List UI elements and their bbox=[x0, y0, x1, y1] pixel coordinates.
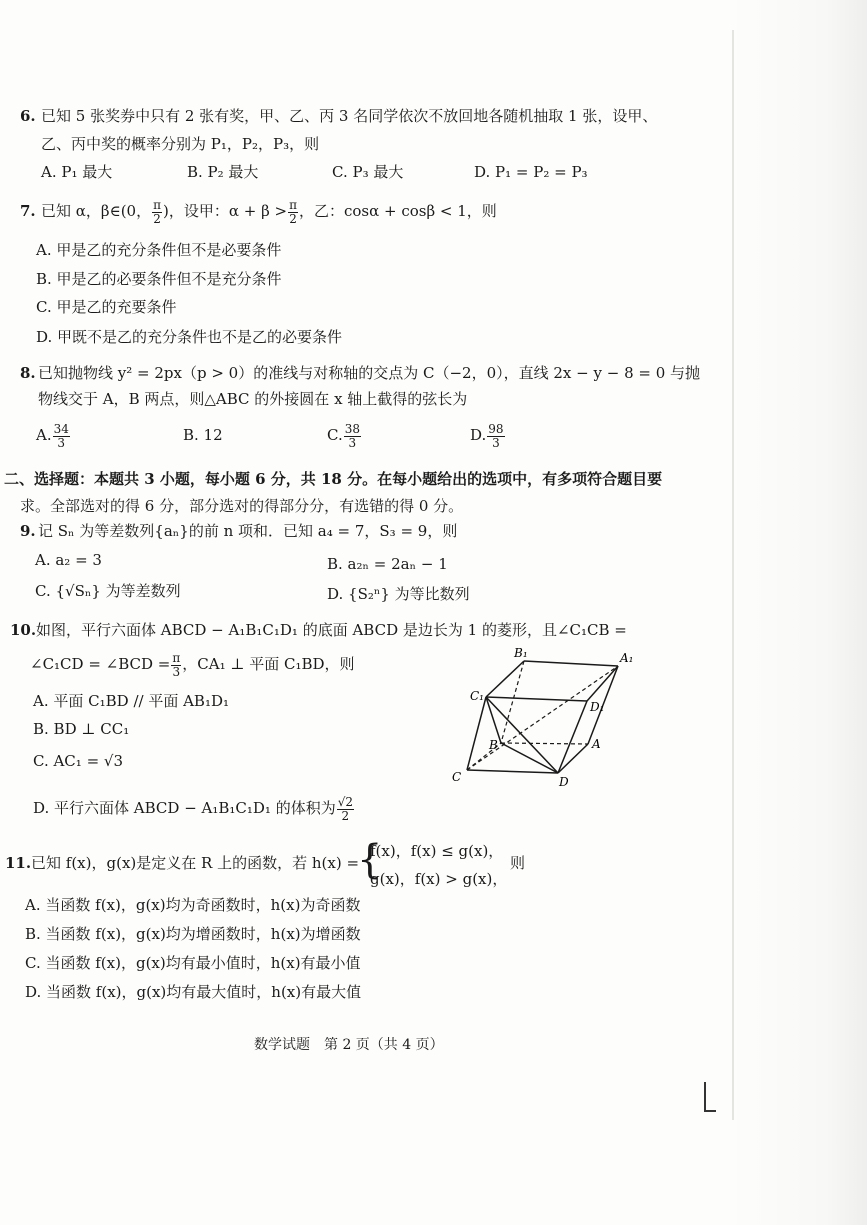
q6-option-c: C. P₃ 最大 bbox=[332, 163, 404, 181]
q10-stem-line1: 如图，平行六面体 ABCD − A₁B₁C₁D₁ 的底面 ABCD 是边长为 1 的菱形，且∠C₁CB = bbox=[36, 621, 627, 639]
q8-number: 8. bbox=[20, 364, 36, 382]
vertex-label-c1: C₁ bbox=[470, 689, 484, 703]
edge-b-d bbox=[501, 743, 558, 773]
q7-interval-open: (0， bbox=[120, 202, 152, 220]
vertex-label-a1: A₁ bbox=[620, 651, 634, 665]
q7-pi-over-2-b bbox=[288, 199, 298, 226]
q11-case-1: f(x)，f(x) ≤ g(x)， bbox=[370, 842, 504, 860]
q8-stem-line2: 物线交于 A，B 两点，则△ABC 的外接圆在 x 轴上截得的弦长为 bbox=[38, 390, 468, 408]
q9-option-b: B. a₂ₙ = 2aₙ − 1 bbox=[327, 555, 448, 573]
q6-option-d: D. P₁ = P₂ = P₃ bbox=[474, 163, 588, 181]
q8-option-d bbox=[470, 418, 506, 452]
q7-two: 2 bbox=[153, 211, 161, 226]
q8-option-a-label: A. bbox=[36, 426, 52, 444]
q11-case-2: g(x)，f(x) > g(x)， bbox=[370, 870, 508, 888]
q11-option-c: C. 当函数 f(x)，g(x)均有最小值时，h(x)有最小值 bbox=[25, 954, 361, 972]
section2-heading-line2: 求。全部选对的得 6 分，部分选对的得部分分，有选错的得 0 分。 bbox=[20, 497, 464, 515]
q10-stem-line2 bbox=[30, 647, 355, 681]
q8-option-d-label: D. bbox=[470, 426, 487, 444]
page-fold-line bbox=[732, 30, 734, 1120]
q9-option-a: A. a₂ = 3 bbox=[35, 551, 102, 569]
q10-option-a: A. 平面 C₁BD // 平面 AB₁D₁ bbox=[33, 692, 229, 710]
q7-interval-close: ) bbox=[162, 202, 169, 220]
q10-option-d-fraction bbox=[337, 796, 354, 823]
edge-b1-c1 bbox=[486, 661, 524, 697]
edge-c1-c bbox=[467, 697, 486, 770]
q7-two-b: 2 bbox=[289, 211, 297, 226]
edge-c1-d bbox=[486, 697, 558, 773]
q8-option-c-fraction bbox=[344, 423, 361, 450]
vertex-label-d1: D₁ bbox=[590, 700, 605, 714]
edge-a1-d1 bbox=[587, 666, 618, 701]
q9-number: 9. bbox=[20, 522, 36, 540]
q8-c-denominator: 3 bbox=[348, 435, 357, 450]
section2-heading-line1: 二、选择题：本题共 3 小题，每小题 6 分，共 18 分。在每小题给出的选项中，有多项符合题目要 bbox=[4, 470, 663, 488]
q7-number: 7. bbox=[20, 202, 36, 220]
q8-option-a bbox=[36, 418, 71, 452]
q7-pi-b: π bbox=[289, 197, 297, 212]
q8-option-d-fraction bbox=[487, 423, 504, 450]
q9-option-d: D. {S₂ⁿ} 为等比数列 bbox=[327, 585, 470, 603]
q8-a-numerator: 34 bbox=[53, 421, 69, 436]
q7-option-b: B. 甲是乙的必要条件但不是充分条件 bbox=[36, 270, 282, 288]
vertex-label-d: D bbox=[559, 775, 569, 789]
q11-option-b: B. 当函数 f(x)，g(x)均为增函数时，h(x)为增函数 bbox=[25, 925, 361, 943]
q10-d-denominator: 2 bbox=[341, 808, 350, 823]
q10-stem-line2-b: ，CA₁ ⊥ 平面 C₁BD，则 bbox=[182, 655, 355, 673]
corner-crop-mark bbox=[704, 1082, 706, 1112]
q11-option-d: D. 当函数 f(x)，g(x)均有最大值时，h(x)有最大值 bbox=[25, 983, 362, 1001]
q11-number: 11. bbox=[5, 854, 32, 872]
q10-pi-over-3 bbox=[171, 652, 181, 679]
corner-crop-mark-base bbox=[704, 1110, 716, 1112]
q6-number: 6. bbox=[20, 107, 36, 125]
q8-option-a-fraction bbox=[53, 423, 70, 450]
q10-d-numerator: √2 bbox=[337, 794, 353, 809]
vertex-label-c: C bbox=[452, 770, 462, 784]
q10-option-c: C. AC₁ = √3 bbox=[33, 752, 124, 770]
q8-a-denominator: 3 bbox=[57, 435, 66, 450]
q10-option-b: B. BD ⊥ CC₁ bbox=[33, 720, 130, 738]
piecewise-brace: { bbox=[357, 837, 383, 883]
q7-option-d: D. 甲既不是乙的充分条件也不是乙的必要条件 bbox=[36, 328, 343, 346]
q6-stem-line2: 乙、丙中奖的概率分别为 P₁，P₂，P₃，则 bbox=[41, 135, 320, 153]
q7-pi-over-2 bbox=[152, 199, 162, 226]
q6-stem-line1: 已知 5 张奖券中只有 2 张有奖，甲、乙、丙 3 名同学依次不放回地各随机抽取 1 张，设甲、 bbox=[41, 107, 658, 125]
q10-stem-line2-a: ∠C₁CD = ∠BCD = bbox=[30, 655, 171, 673]
q6-option-a: A. P₁ 最大 bbox=[41, 163, 113, 181]
edge-b1-a1 bbox=[524, 661, 618, 666]
q7-option-a: A. 甲是乙的充分条件但不是必要条件 bbox=[36, 241, 282, 259]
q8-option-b: B. 12 bbox=[183, 426, 223, 444]
q10-number: 10. bbox=[10, 621, 37, 639]
q7-stem bbox=[41, 194, 497, 228]
q8-option-c bbox=[327, 418, 362, 452]
q7-pi: π bbox=[153, 197, 161, 212]
vertex-label-b: B bbox=[489, 738, 498, 752]
q8-stem-line1: 已知抛物线 y² = 2px（p > 0）的准线与对称轴的交点为 C（−2，0），直线 2x − y − 8 = 0 与抛 bbox=[38, 364, 701, 382]
q7-stem-part-b: ，设甲：α + β > bbox=[168, 202, 288, 220]
edge-d-a bbox=[558, 744, 588, 773]
q8-d-numerator: 98 bbox=[488, 421, 504, 436]
q8-d-denominator: 3 bbox=[492, 435, 500, 450]
edge-d1-d bbox=[558, 701, 587, 773]
q10-option-d-text: D. 平行六面体 ABCD − A₁B₁C₁D₁ 的体积为 bbox=[33, 799, 336, 817]
vertex-label-b1: B₁ bbox=[514, 646, 528, 660]
parallelepiped-figure bbox=[440, 640, 640, 790]
q10-pi: π bbox=[172, 650, 181, 665]
edge-b-a bbox=[501, 743, 588, 744]
q9-stem: 记 Sₙ 为等差数列{aₙ}的前 n 项和．已知 a₄ = 7，S₃ = 9，则 bbox=[38, 522, 458, 540]
q6-option-b: B. P₂ 最大 bbox=[187, 163, 259, 181]
q9-option-c: C. {√Sₙ} 为等差数列 bbox=[35, 582, 181, 600]
q10-option-d bbox=[33, 790, 355, 826]
page-footer: 数学试题 第 2 页（共 4 页） bbox=[254, 1037, 444, 1053]
edge-c-a1 bbox=[467, 666, 618, 770]
q7-option-c: C. 甲是乙的充要条件 bbox=[36, 298, 177, 316]
q8-option-c-label: C. bbox=[327, 426, 343, 444]
vertex-label-a: A bbox=[592, 737, 601, 751]
q8-c-numerator: 38 bbox=[344, 421, 360, 436]
q11-stem-a: 已知 f(x)，g(x)是定义在 R 上的函数，若 h(x) = bbox=[31, 854, 360, 872]
q7-stem-part-a: 已知 α，β∈ bbox=[41, 202, 121, 220]
edge-b1-b bbox=[501, 661, 524, 743]
q11-stem-b: 则 bbox=[510, 854, 526, 872]
q10-three: 3 bbox=[172, 664, 181, 679]
q7-stem-part-c: ，乙：cosα + cosβ < 1，则 bbox=[298, 202, 497, 220]
edge-c-d bbox=[467, 770, 558, 773]
q11-option-a: A. 当函数 f(x)，g(x)均为奇函数时，h(x)为奇函数 bbox=[25, 896, 361, 914]
page-edge-shadow bbox=[727, 0, 867, 1225]
